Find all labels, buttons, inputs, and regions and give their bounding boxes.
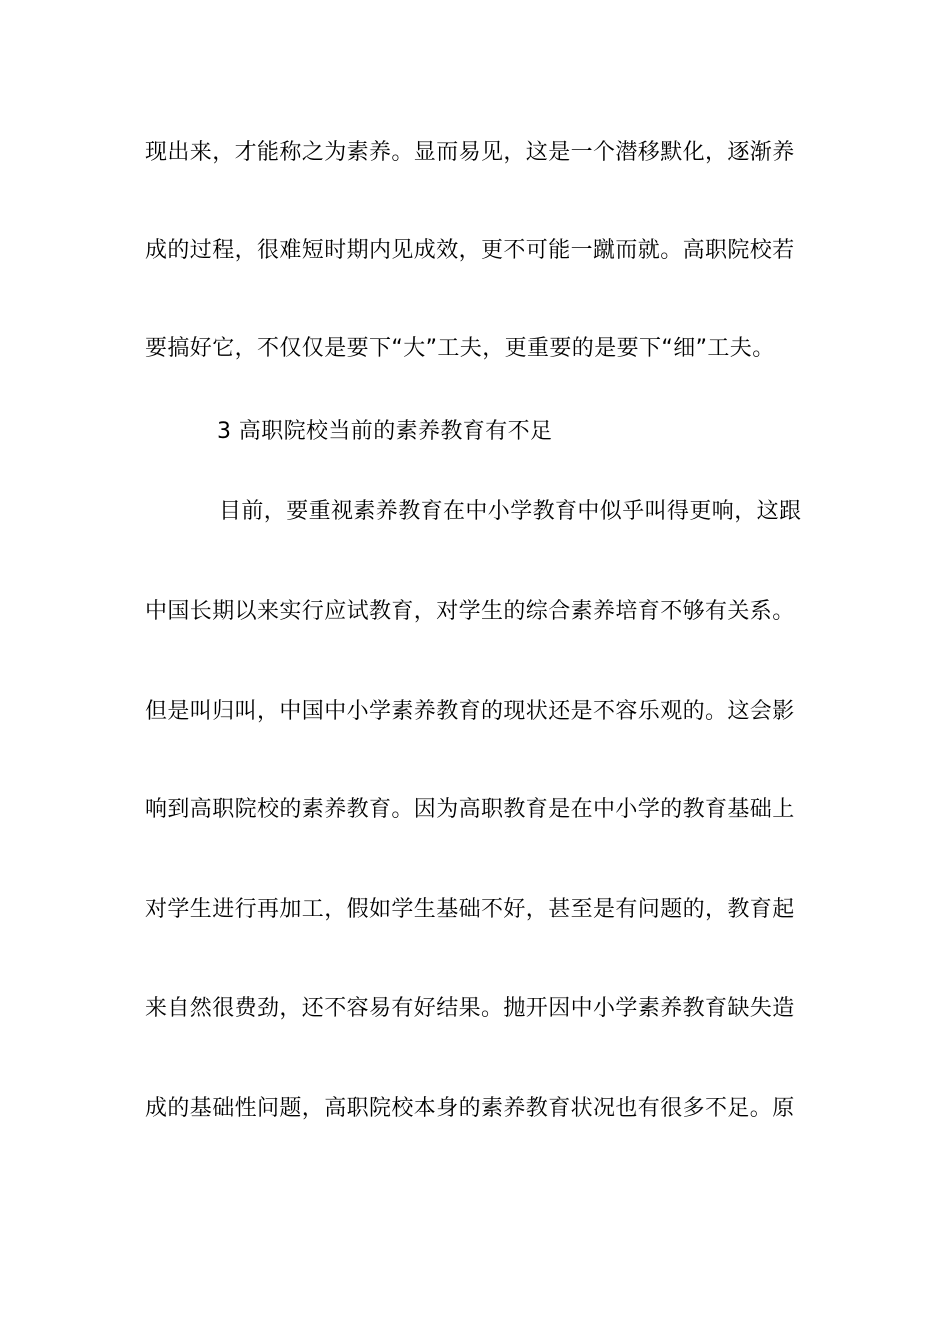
- paragraph-line: 但是叫归叫，中国中小学素养教育的现状还是不容乐观的。这会影: [145, 699, 795, 724]
- paragraph-line: 成的基础性问题，高职院校本身的素养教育状况也有很多不足。原: [145, 1096, 795, 1121]
- paragraph-line: 中国长期以来实行应试教育，对学生的综合素养培育不够有关系。: [145, 599, 795, 624]
- text-line: 现出来，才能称之为素养。显而易见，这是一个潜移默化，逐渐养: [145, 140, 795, 165]
- paragraph-line: 来自然很费劲，还不容易有好结果。抛开因中小学素养教育缺失造: [145, 996, 795, 1021]
- text-line: 要搞好它，不仅仅是要下“大”工夫，更重要的是要下“细”工夫。: [145, 336, 775, 361]
- paragraph-line: 目前，要重视素养教育在中小学教育中似乎叫得更响，这跟: [219, 499, 802, 524]
- paragraph-line: 对学生进行再加工，假如学生基础不好，甚至是有问题的，教育起: [145, 897, 795, 922]
- section-heading: 3 高职院校当前的素养教育有不足: [217, 419, 553, 444]
- text-line: 成的过程，很难短时期内见成效，更不可能一蹴而就。高职院校若: [145, 238, 795, 263]
- paragraph-line: 响到高职院校的素养教育。因为高职教育是在中小学的教育基础上: [145, 797, 795, 822]
